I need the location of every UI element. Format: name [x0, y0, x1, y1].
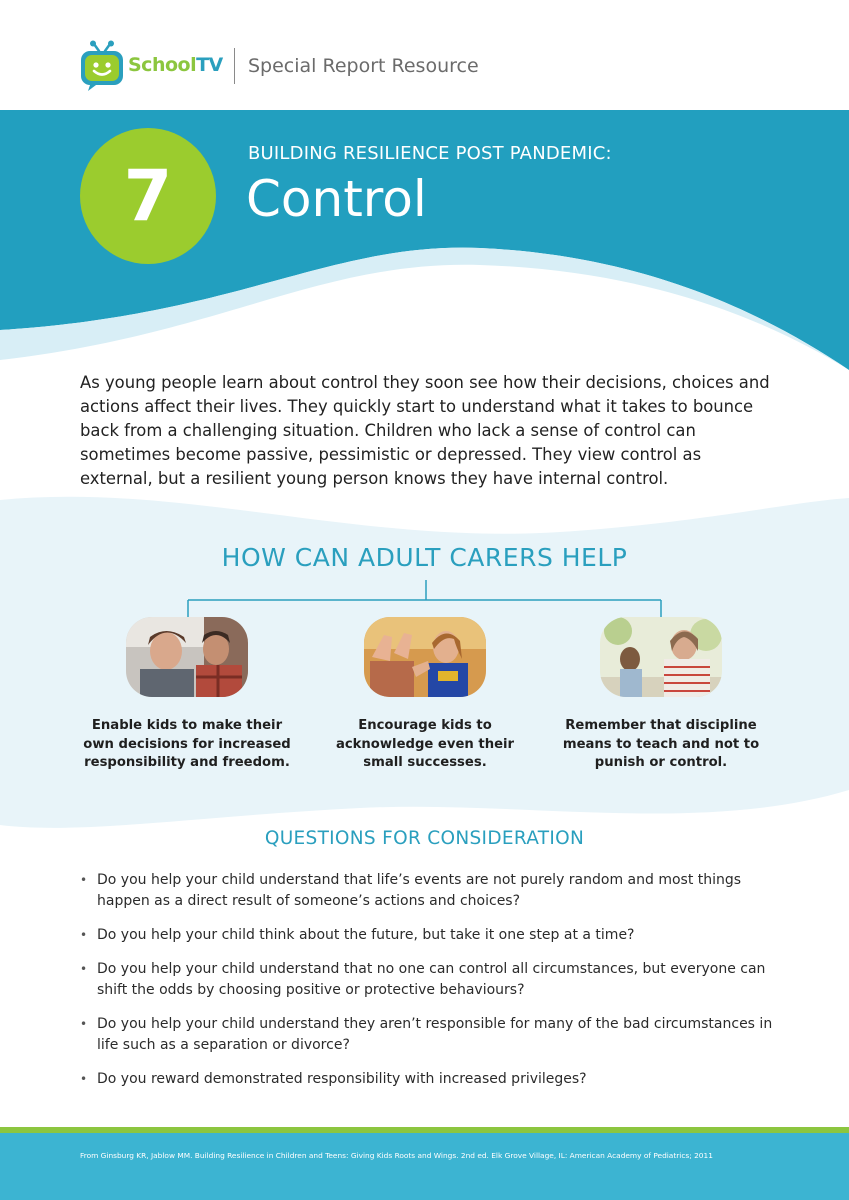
section-number-badge: 7	[80, 128, 216, 264]
intro-paragraph: As young people learn about control they soon see how their decisions, choices and actions affect their lives. They quickly start to understand what it takes to bounce back from a challenging situation. Children who lack a sense of control can sometimes become passive, pessimistic or depressed. They view control as external, but a resilient young person knows they have internal control.	[80, 373, 770, 488]
tip-card-discipline	[556, 617, 766, 773]
schooltv-logo-icon	[80, 40, 124, 92]
tip-photo-mother-and-daughter	[600, 617, 722, 697]
question-text: Do you help your child think about the future, but take it one step at a time?	[97, 927, 635, 943]
header-subtitle: Special Report Resource	[248, 55, 479, 77]
page-title: Control	[246, 170, 427, 228]
question-text: Do you help your child understand that life’s events are not purely random and most things happen as a direct result of someone’s actions and choices?	[97, 872, 742, 909]
question-item	[80, 925, 780, 946]
tip-text: Encourage kids to acknowledge even their small successes.	[335, 718, 515, 770]
question-item	[80, 959, 780, 1001]
tip-card-successes	[320, 617, 530, 773]
banner-kicker: BUILDING RESILIENCE POST PANDEMIC:	[248, 143, 612, 164]
header-divider	[234, 48, 235, 84]
questions-heading: QUESTIONS FOR CONSIDERATION	[264, 828, 585, 849]
tip-text: Remember that discipline means to teach and not to punish or control.	[562, 718, 760, 770]
help-heading: HOW CAN ADULT CARERS HELP	[221, 543, 628, 572]
tip-text: Enable kids to make their own decisions for increased responsibility and freedom.	[83, 718, 291, 770]
question-text: Do you help your child understand that no one can control all circumstances, but everyone can shift the odds by choosing positive or protective behaviours?	[97, 961, 766, 998]
tip-photo-girl-high-five	[364, 617, 486, 697]
bullet-icon: •	[80, 928, 88, 942]
brand-name	[128, 54, 223, 76]
page-header	[0, 0, 849, 110]
bullet-icon: •	[80, 1017, 88, 1031]
brand-tv: TV	[196, 54, 223, 76]
question-text: Do you help your child understand they aren’t responsible for many of the bad circumstances in life such as a separation or divorce?	[97, 1016, 773, 1053]
page-footer	[0, 1133, 849, 1200]
questions-list	[80, 870, 780, 1103]
question-item	[80, 1014, 780, 1056]
question-text: Do you reward demonstrated responsibility with increased privileges?	[97, 1071, 587, 1087]
footer-citation: From Ginsburg KR, Jablow MM. Building Resilience in Children and Teens: Giving Kids Roots and Wings. 2nd ed. Elk Grove Village, IL: American Academy of Pediatrics; 2011	[80, 1151, 713, 1160]
brand-school: School	[128, 54, 197, 76]
bullet-icon: •	[80, 1072, 88, 1086]
bullet-icon: •	[80, 962, 88, 976]
question-item	[80, 1069, 780, 1090]
tip-photo-teen-and-parent	[126, 617, 248, 697]
question-item	[80, 870, 780, 912]
bullet-icon: •	[80, 873, 88, 887]
tip-card-decisions	[82, 617, 292, 773]
